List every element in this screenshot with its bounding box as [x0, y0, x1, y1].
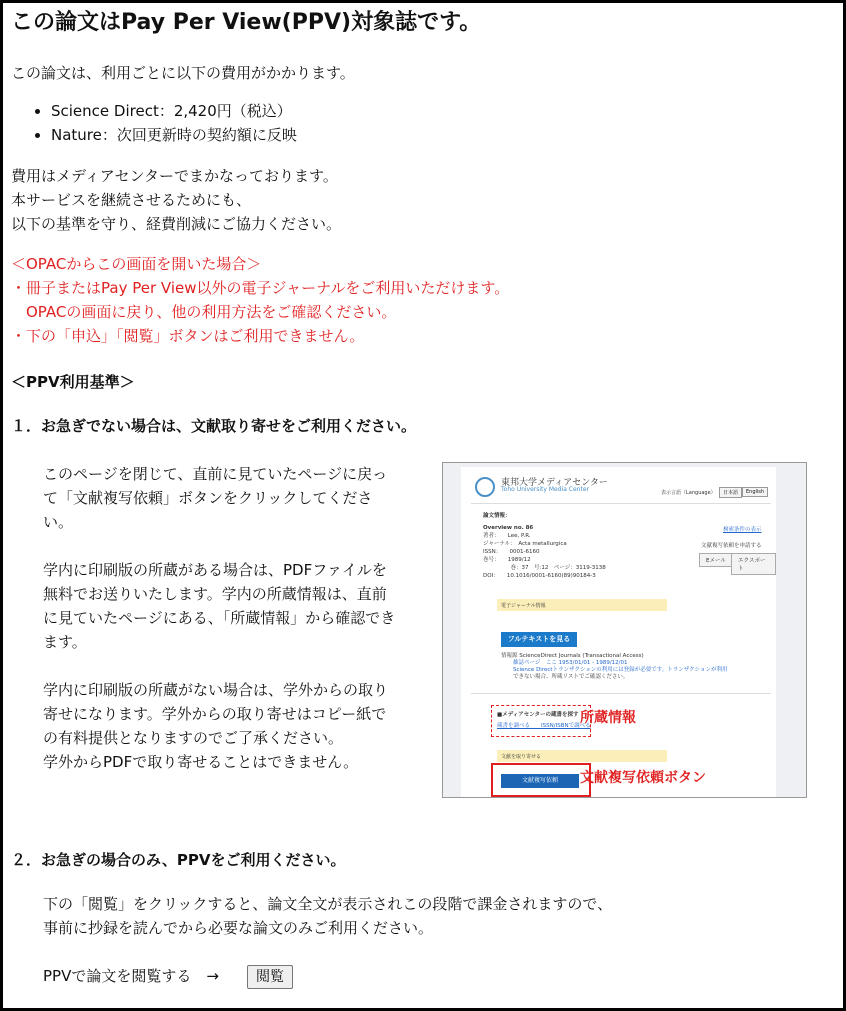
record-line: 巻号： 1989/12 [483, 557, 531, 563]
ppv-action-label: PPVで論文を閲覧する → [43, 967, 219, 985]
section2-heading: ２．お急ぎの場合のみ、PPVをご利用ください。 [11, 851, 346, 869]
view-button[interactable]: 閲覧 [247, 965, 293, 989]
record-line: ISSN： 0001-6160 [483, 549, 540, 555]
opac-line: ・冊子またはPay Per View以外の電子ジャーナルをご利用いただけます。 [11, 279, 510, 297]
fulltext-button: フルテキストを見る [501, 632, 577, 647]
list-item: • Science Direct：2,420円（税込） [51, 99, 297, 123]
screenshot-page [461, 467, 776, 797]
record-heading: 論文情報： [483, 513, 511, 519]
opac-line: OPACの画面に戻り、他の利用方法をご確認ください。 [11, 303, 397, 321]
media-center-screenshot [442, 462, 807, 798]
section1-paragraph-2: 学内に印刷版の所蔵がある場合は、PDFファイルを 無料でお送りいたします。学内の所蔵情報は、直前 に見ていたページにある、「所蔵情報」から確認でき ます。 [43, 561, 396, 651]
request-band: 文献を取り寄せる [497, 750, 667, 762]
list-item: • Nature：次回更新時の契約額に反映 [51, 123, 297, 147]
record-line: ジャーナル： Acta metallurgica [483, 541, 567, 547]
divider [471, 693, 771, 694]
holdings-text: ■メディアセンターの蔵書を探す [497, 712, 579, 718]
intro-text: この論文は、利用ごとに以下の費用がかかります。 [11, 64, 355, 82]
request-button: 文献複写依頼 [501, 774, 579, 788]
ej-band: 電子ジャーナル情報 [497, 599, 667, 611]
university-logo-icon [475, 477, 495, 497]
section1-heading: １．お急ぎでない場合は、文献取り寄せをご利用ください。 [11, 417, 417, 435]
opac-line: ・下の「申込」「閲覧」ボタンはご利用できません。 [11, 327, 365, 345]
lang-ja-button: 日本語 [719, 487, 742, 498]
search-conditions-link: 検索条件の表示 [723, 527, 762, 533]
ej-text: 雑誌ページ ここ 1953/01/01 - 1989/12/01 [513, 660, 628, 666]
holdings-links: 蔵書を調べる ISSN/ISBNで調べる [497, 723, 591, 729]
ej-text: Science Directトランザクションの利用には登録が必要です。トランザクションが利用 [513, 667, 728, 673]
record-line: DOI： 10.1016/0001-6160(89)90184-3 [483, 573, 596, 579]
record-line: Overview no. 86 [483, 525, 534, 531]
email-button: Eメール [699, 553, 733, 567]
org-name: 東邦大学メディアセンター [501, 478, 608, 488]
notice-line: 以下の基準を守り、経費削減にご協力ください。 [11, 215, 342, 233]
org-name-en: Toho University Media Center [501, 486, 589, 493]
side-text: 文献複写依頼を申請する [701, 543, 762, 549]
section2-line: 下の「閲覧」をクリックすると、論文全文が表示されこの段階で課金されますので、 [43, 895, 613, 913]
opac-heading: ＜OPACからこの画面を開いた場合＞ [11, 255, 262, 273]
notice-line: 費用はメディアセンターでまかなっております。 [11, 167, 338, 185]
language-label: 表示言語（Language） [661, 490, 716, 496]
lang-en-button: English [742, 487, 768, 497]
criteria-heading: ＜PPV利用基準＞ [11, 373, 135, 391]
record-line: 巻：37 号:12 ページ：3119-3138 [483, 565, 606, 571]
section1-paragraph-3: 学内に印刷版の所蔵がない場合は、学外からの取り 寄せになります。学外からの取り寄せはコピー紙で の有料提供となりますのでご了承ください。 学外からPDFで取り寄せることはできません。 [43, 681, 389, 771]
export-button: エクスポート [731, 553, 776, 575]
ej-text: できない場合、所蔵リストでご確認ください。 [513, 674, 629, 680]
fee-list [11, 99, 297, 147]
divider [471, 503, 771, 504]
ej-text: 情報源 ScienceDirect Journals (Transactional Access) [501, 653, 644, 659]
notice-line: 本サービスを継続させるためにも、 [11, 191, 252, 209]
holdings-highlight [491, 705, 591, 737]
record-line: 著者： Lee, P.R. [483, 533, 531, 539]
page-title: この論文はPay Per View(PPV)対象誌です。 [11, 10, 482, 35]
section1-paragraph-1: このページを閉じて、直前に見ていたページに戻っ て「文献複写依頼」ボタンをクリックしてくださ い。 [43, 465, 388, 531]
holdings-label: 所蔵情報 [580, 710, 636, 726]
section2-line: 事前に抄録を読んでから必要な論文のみご利用ください。 [43, 919, 434, 937]
request-label: 文献複写依頼ボタン [580, 770, 706, 786]
